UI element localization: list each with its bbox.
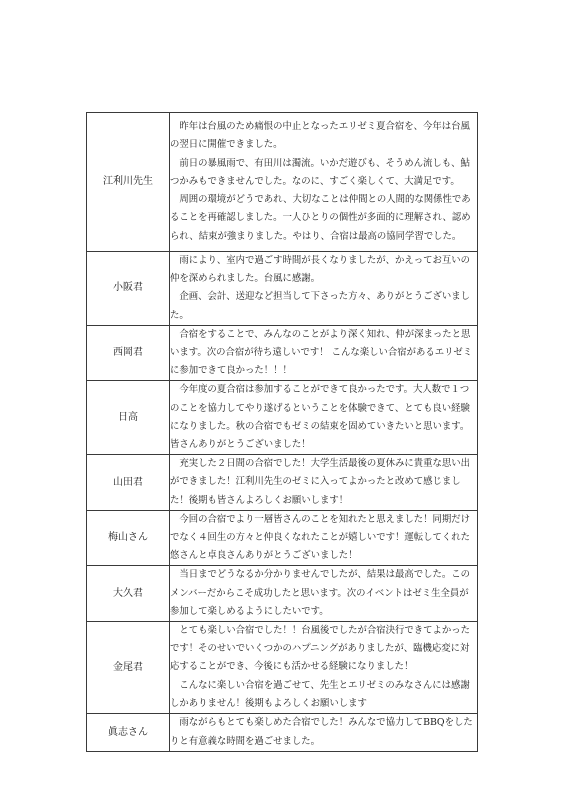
- comment-text: [170, 510, 478, 566]
- comment-paragraph: 雨ながらもとても楽しめた合宿でした！みんなで協力してBBQをしたりと有意義な時間を過ごせました。: [170, 717, 473, 747]
- comment-paragraph: 前日の暴風雨で、有田川は濁流。いかだ遊びも、そうめん流しも、鮎つかみもできませんでした。なのに、すごく楽しくて、大満足です。: [170, 157, 470, 187]
- table-row: [87, 325, 478, 381]
- comment-text: [170, 325, 478, 381]
- comment-paragraph: 周囲の環境がどうであれ、大切なことは仲間との人間的な関係性であることを再確認しました。一人ひとりの個性が多面的に理解され、認められ、結束が強まりました。やはり、合宿は最高の協同学習でした。: [170, 194, 471, 242]
- comment-text: [170, 714, 478, 752]
- comment-text: [170, 622, 478, 714]
- comment-text: [170, 381, 478, 455]
- comments-table: [86, 112, 478, 752]
- comment-text: [170, 252, 478, 326]
- comment-paragraph: 当日までどうなるか分かりませんでしたが、結果は最高でした。このメンバーだからこそ成功したと思います。次のイベントはゼミ生全員が参加して楽しめるようにしたいです。: [170, 569, 471, 617]
- table-row: [87, 714, 478, 752]
- comment-paragraph: 企画、会計、送迎など担当して下さった方々、ありがとうございました。: [170, 291, 471, 321]
- author-name: 日高: [87, 381, 170, 455]
- author-name: 金尾君: [87, 622, 170, 714]
- comment-paragraph: 雨により、室内で過ごす時間が長くなりましたが、かえってお互いの仲を深められました。台風に感謝。: [170, 255, 471, 285]
- comment-paragraph: 合宿をすることで、みんなのことがより深く知れ、仲が深まったと思います。次の合宿が待ち遠しいです！ こんな楽しい合宿があるエリゼミに参加できて良かった！！！: [170, 328, 473, 377]
- table-row: [87, 510, 478, 566]
- comment-paragraph: 昨年は台風のため痛恨の中止となったエリゼミ夏合宿を、今年は台風の翌日に開催できました。: [170, 121, 470, 151]
- table-row: [87, 113, 478, 252]
- comment-text: [170, 566, 478, 622]
- comment-paragraph: こんなに楽しい合宿を過ごせて、先生とエリゼミのみなさんには感謝しかありません！後期もよろしくお願いします: [170, 679, 470, 709]
- comment-text: [170, 113, 478, 252]
- comment-paragraph: とても楽しい合宿でした！！台風後でしたが合宿決行できてよかったです！そのせいでいくつかのハプニングがありましたが、臨機応変に対応することができ、今後にも活かせる経験になりました！: [170, 625, 471, 673]
- author-name: 眞志さん: [87, 714, 170, 752]
- table-row: [87, 566, 478, 622]
- comment-paragraph: 充実した２日間の合宿でした！大学生活最後の夏休みに貴重な思い出ができました！江利川先生のゼミに入ってよかったと改めて感じました！後期も皆さんよろしくお願いします！: [170, 458, 471, 506]
- author-name: 梅山さん: [87, 510, 170, 566]
- comment-paragraph: 今回の合宿でより一層皆さんのことを知れたと思えました！同期だけでなく４回生の方々と仲良くなれたことが嬉しいです！運転してくれた悠さんと卓良さんありがとうございました！: [170, 513, 471, 562]
- author-name: 小阪君: [87, 252, 170, 326]
- author-name: 山田君: [87, 455, 170, 511]
- comment-text: [170, 455, 478, 511]
- author-name: 西岡君: [87, 325, 170, 381]
- table-row: [87, 455, 478, 511]
- table-row: [87, 622, 478, 714]
- author-name: 大久君: [87, 566, 170, 622]
- table-row: [87, 252, 478, 326]
- table-row: [87, 381, 478, 455]
- author-name: 江利川先生: [87, 113, 170, 252]
- comment-paragraph: 今年度の夏合宿は参加することができて良かったです。大人数で１つのことを協力してやり遂げるということを体験できて、とても良い経験になりました。秋の合宿でもゼミの結束を固めていきたいと思います。皆さんありがとうございました！: [170, 384, 470, 451]
